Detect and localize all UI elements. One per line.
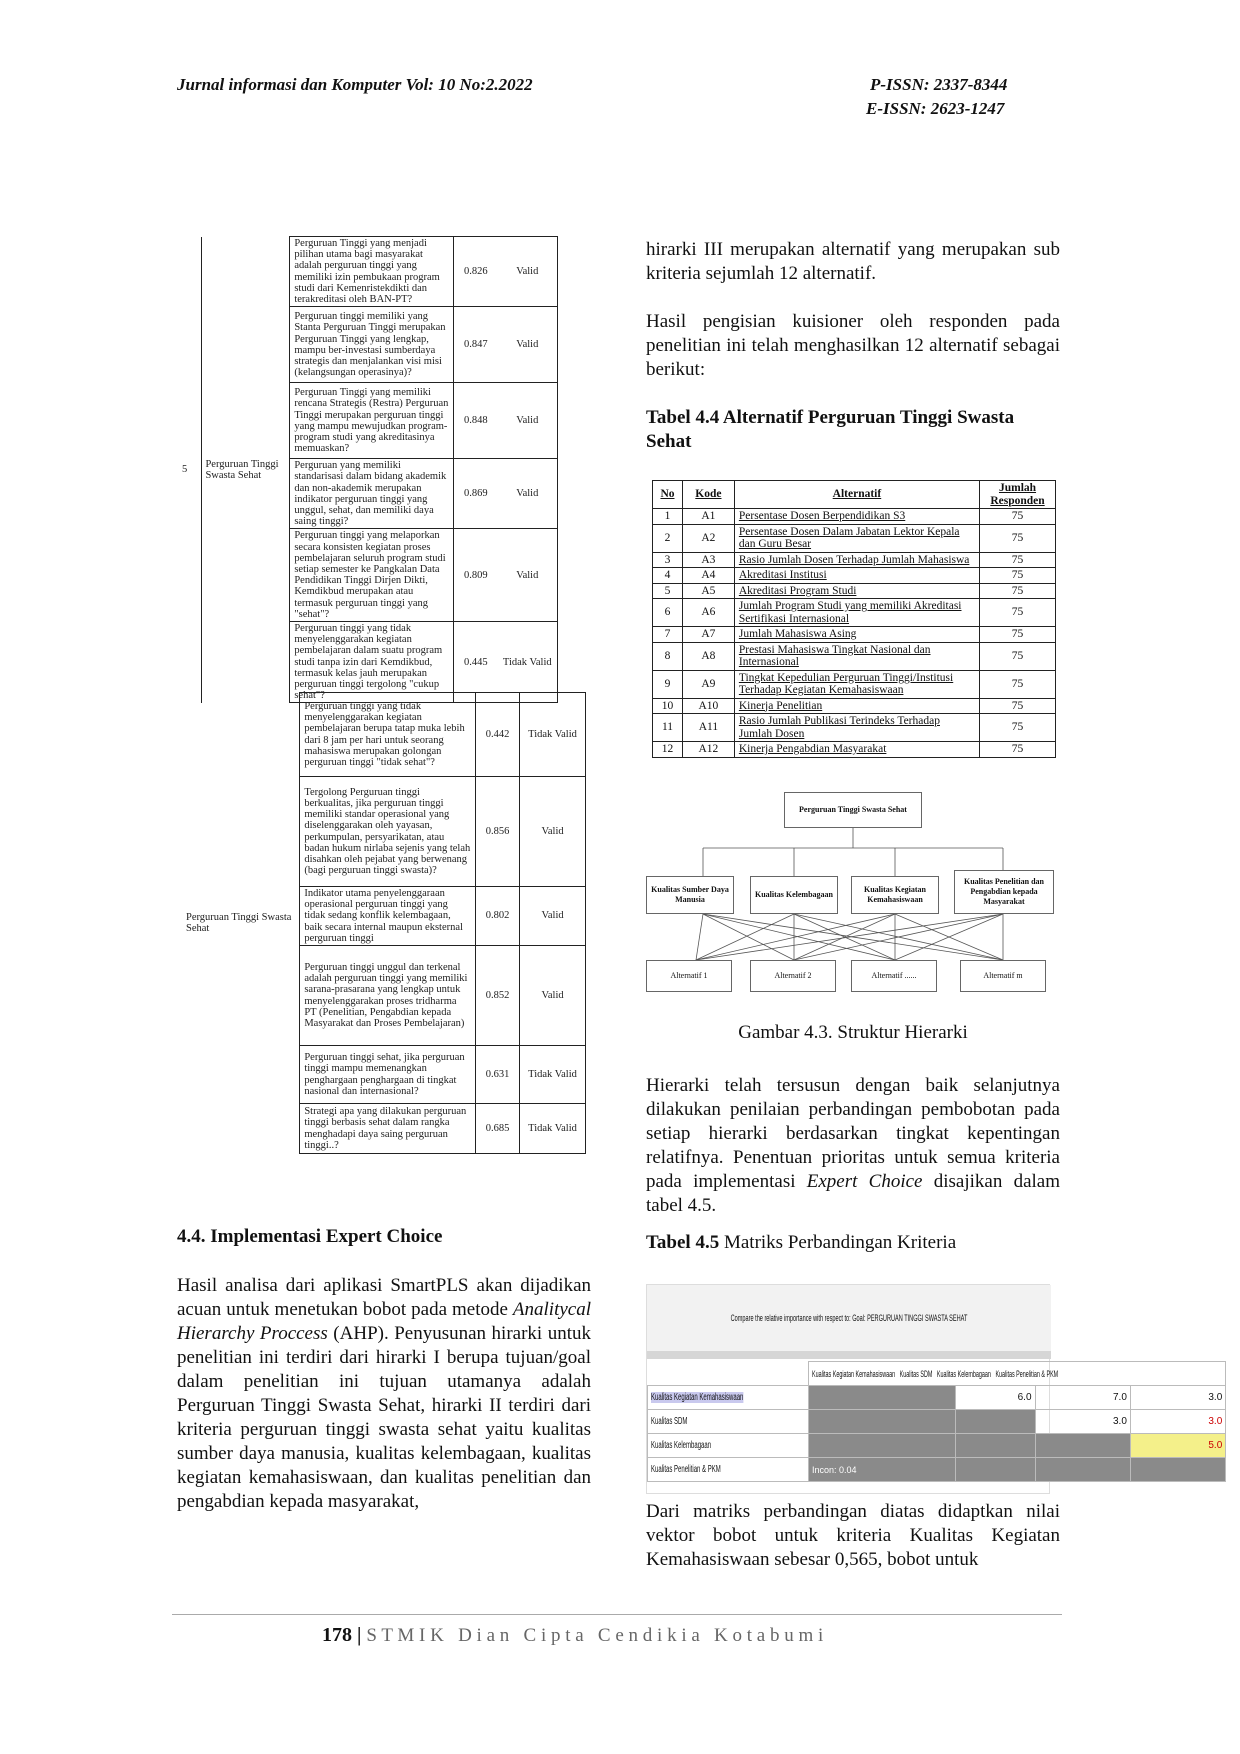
criteria-node-sdm: Kualitas Sumber Daya Manusia: [646, 876, 734, 914]
section-heading: 4.4. Implementasi Expert Choice: [177, 1226, 443, 1247]
loading-value: 0.847: [454, 307, 498, 383]
col-header-4: Kualitas Penelitian & PKM: [995, 1368, 1059, 1379]
loading-value: 0.631: [476, 1046, 520, 1104]
row-number: 5: [653, 583, 683, 599]
criteria-node-penelitian: Kualitas Penelitian dan Pengabdian kepada Masyarakat: [954, 870, 1054, 914]
table-row: [653, 642, 1056, 670]
validity-status: Valid: [498, 237, 558, 307]
table-row: [653, 583, 1056, 599]
row-number: 1: [653, 509, 683, 525]
respondent-count: 75: [980, 642, 1056, 670]
validity-status: Tidak Valid: [520, 693, 586, 777]
alt-name: Akreditasi Program Studi: [734, 583, 979, 599]
alt-name: Rasio Jumlah Publikasi Terindeks Terhadap Jumlah Dosen: [734, 714, 979, 742]
table-row: [180, 693, 586, 777]
validity-status: Valid: [498, 383, 558, 459]
column-header: No: [653, 481, 683, 509]
row-number: 7: [653, 627, 683, 643]
alt-name: Kinerja Penelitian: [734, 698, 979, 714]
question-cell: Perguruan tinggi yang melaporkan secara konsisten kegiatan proses pembelajaran seluruh program studi setiap semester ke Pangkalan Data Pendidikan Tinggi Dirjen Dikti, Kemdikbud merupakan atau termasuk perguruan tinggi yang "sehat"?: [290, 529, 454, 622]
table-row: [653, 524, 1056, 552]
alternatives-table: [652, 480, 1056, 758]
respondent-count: 75: [980, 670, 1056, 698]
loading-value: 0.856: [476, 777, 520, 887]
respondent-count: 75: [980, 583, 1056, 599]
table-row: [653, 599, 1056, 627]
question-cell: Perguruan tinggi unggul dan terkenal adalah perguruan tinggi yang memiliki sarana-prasarana yang lengkap untuk menyelenggarakan proses tridharma PT (Penelitian, Pengabdian kepada Masyarakat dan Proses Pembelajaran): [300, 946, 476, 1046]
footer-rule: [172, 1614, 1062, 1615]
validity-status: Valid: [520, 946, 586, 1046]
inconsistency: Incon: 0.04: [808, 1458, 955, 1482]
question-cell: Perguruan tinggi sehat, jika perguruan tinggi mampu memenangkan penghargaan penghargaan di tingkat nasional dan internasional?: [300, 1046, 476, 1104]
question-cell: Perguruan Tinggi yang memiliki rencana Strategis (Restra) Perguruan Tinggi merupakan perguruan tinggi yang mampu mewujudkan program-program studi yang akreditasinya memuaskan?: [290, 383, 454, 459]
footer: 178 | S T M I K D i a n C i p t a C e n d i k i a K o t a b u m i: [322, 1624, 824, 1646]
validity-status: Valid: [498, 307, 558, 383]
alt-name: Persentase Dosen Dalam Jabatan Lektor Kepala dan Guru Besar: [734, 524, 979, 552]
matrix-cell-1-3: 6.0: [956, 1386, 1035, 1410]
respondent-count: 75: [980, 698, 1056, 714]
alt-code: A3: [682, 552, 734, 568]
table45-caption: Tabel 4.5 Matriks Perbandingan Kriteria: [646, 1232, 957, 1253]
column-header: Jumlah Responden: [980, 481, 1056, 509]
col-header-1: Kualitas Kegiatan Kemahasiswaan: [811, 1368, 896, 1379]
loading-value: 0.685: [476, 1104, 520, 1154]
criteria-cell: Perguruan Tinggi Swasta Sehat: [180, 693, 300, 1154]
alt-code: A9: [682, 670, 734, 698]
right-paragraph-3: Hierarki telah tersusun dengan baik selanjutnya dilakukan penilaian perbandingan pembobotan pada setiap hierarki berdasarkan tingkat kepentingan relatifnya. Penentuan prioritas untuk semua kriteria pada implementasi Expert Choice disajikan dalam tabel 4.5.: [646, 1075, 1060, 1216]
alternative-node-3: Alternatif ......: [851, 960, 937, 992]
validity-status: Valid: [520, 887, 586, 946]
row-header-3: Kualitas Kelembagaan: [651, 1440, 712, 1451]
alternative-node-m: Alternatif m: [960, 960, 1046, 992]
column-header: Kode: [682, 481, 734, 509]
alt-name: Jumlah Mahasiswa Asing: [734, 627, 979, 643]
table-row: [180, 237, 558, 307]
validity-status: Valid: [498, 529, 558, 622]
validity-status: Valid: [498, 459, 558, 529]
question-cell: Indikator utama penyelenggaraan operasional perguruan tinggi yang tidak sedang konflik kelembagaan, baik secara internal maupun eksternal perguruan tinggi: [300, 887, 476, 946]
validity-status: Tidak Valid: [520, 1046, 586, 1104]
loading-value: 0.848: [454, 383, 498, 459]
alt-name: Prestasi Mahasiswa Tingkat Nasional dan Internasional: [734, 642, 979, 670]
alt-code: A1: [682, 509, 734, 525]
table-row: [653, 552, 1056, 568]
row-number: 3: [653, 552, 683, 568]
alt-code: A12: [682, 742, 734, 758]
alt-code: A6: [682, 599, 734, 627]
question-cell: Perguruan tinggi yang tidak menyelenggarakan kegiatan pembelajaran dalam suatu program studi tanpa izin dari Kemdikbud, termasuk kelas jauh merupakan perguruan tinggi tergolong "cukup sehat"?: [290, 622, 454, 703]
alt-code: A5: [682, 583, 734, 599]
p-issn: P-ISSN: 2337-8344: [870, 75, 1008, 94]
right-paragraph-2: Hasil pengisian kuisioner oleh responden pada penelitian ini telah menghasilkan 12 alternatif sebagai berikut:: [646, 311, 1060, 380]
question-cell: Strategi apa yang dilakukan perguruan tinggi berbasis sehat dalam rangka menghadapi daya saing perguruan tinggi..?: [300, 1104, 476, 1154]
row-number: 2: [653, 524, 683, 552]
alt-code: A10: [682, 698, 734, 714]
table-row: [653, 698, 1056, 714]
matrix-cell-2-5: 3.0: [1130, 1410, 1225, 1434]
alternative-node-2: Alternatif 2: [750, 960, 836, 992]
table-row: [653, 627, 1056, 643]
validity-status: Tidak Valid: [498, 622, 558, 703]
row-header-1: Kualitas Kegiatan Kemahasiswaan: [651, 1392, 744, 1403]
journal-title: Jurnal informasi dan Komputer Vol: 10 No:2.2022: [177, 75, 533, 94]
figure-caption: Gambar 4.3. Struktur Hierarki: [738, 1022, 968, 1043]
row-header-2: Kualitas SDM: [651, 1416, 688, 1427]
respondent-count: 75: [980, 714, 1056, 742]
respondent-count: 75: [980, 742, 1056, 758]
loading-value: 0.445: [454, 622, 498, 703]
validity-table-bottom: [180, 692, 586, 1154]
alt-name: Jumlah Program Studi yang memiliki Akreditasi Sertifikasi Internasional: [734, 599, 979, 627]
alt-code: A2: [682, 524, 734, 552]
question-cell: Perguruan yang memiliki standarisasi dalam bidang akademik dan non-akademik merupakan indikator perguruan tinggi yang unggul, sehat, dan memiliki daya saing tinggi?: [290, 459, 454, 529]
criteria-cell: Perguruan Tinggi Swasta Sehat: [202, 237, 290, 703]
respondent-count: 75: [980, 627, 1056, 643]
respondent-count: 75: [980, 524, 1056, 552]
table-row: [653, 714, 1056, 742]
alt-name: Tingkat Kepedulian Perguruan Tinggi/Institusi Terhadap Kegiatan Kemahasiswaan: [734, 670, 979, 698]
criteria-node-kemahasiswaan: Kualitas Kegiatan Kemahasiswaan: [851, 876, 939, 914]
hierarchy-diagram: [646, 790, 1060, 996]
table44-caption: Tabel 4.4 Alternatif Perguruan Tinggi Swasta Sehat: [646, 407, 1015, 452]
table-row: [653, 670, 1056, 698]
matrix-cell-1-5: 3.0: [1130, 1386, 1225, 1410]
row-number: 8: [653, 642, 683, 670]
question-cell: Perguruan tinggi memiliki yang Stanta Perguruan Tinggi merupakan Perguruan Tinggi yang lengkap, mampu ber-investasi sumberdaya strategis dan menjalankan visi misi (kelangsungan operasinya)?: [290, 307, 454, 383]
table-row: [653, 568, 1056, 584]
row-number: 11: [653, 714, 683, 742]
validity-status: Valid: [520, 777, 586, 887]
question-cell: Tergolong Perguruan tinggi berkualitas, jika perguruan tinggi memiliki standar operasional yang diselenggarakan oleh yayasan, perkumpulan, persyarikatan, atau badan hukum nirlaba sejenis yang telah disahkan oleh pejabat yang berwenang (bagi perguruan tinggi swasta)?: [300, 777, 476, 887]
loading-value: 0.852: [476, 946, 520, 1046]
matrix-title: Compare the relative importance with respect to: Goal: PERGURUAN TINGGI SWASTA SEHAT: [730, 1313, 968, 1323]
page-number: 178: [322, 1624, 352, 1646]
loading-value: 0.809: [454, 529, 498, 622]
matrix-cell-2-4: 3.0: [1035, 1410, 1130, 1434]
loading-value: 0.442: [476, 693, 520, 777]
alt-code: A7: [682, 627, 734, 643]
table-row: [653, 509, 1056, 525]
alt-name: Persentase Dosen Berpendidikan S3: [734, 509, 979, 525]
left-paragraph: Hasil analisa dari aplikasi SmartPLS akan dijadikan acuan untuk menetukan bobot pada metode Analitycal Hierarchy Proccess (AHP). Penyusunan hirarki untuk penelitian ini terdiri dari hirarki I berupa tujuan/goal dalam penelitian ini tujuan utamanya adalah Perguruan Tinggi Swasta Sehat, hirarki II terdiri dari kriteria perguruan tinggi swasta sehat yaitu kualitas sumber daya manusia, kualitas kelembagaan, kualitas kegiatan kemahasiswaan, dan kualitas penelitian dan pengabdian kepada masyarakat,: [177, 1275, 591, 1512]
alt-code: A11: [682, 714, 734, 742]
validity-table-top: [180, 236, 558, 703]
goal-node: Perguruan Tinggi Swasta Sehat: [784, 792, 922, 828]
row-header-4: Kualitas Penelitian & PKM: [651, 1464, 721, 1475]
row-number: 4: [653, 568, 683, 584]
right-paragraph-4: Dari matriks perbandingan diatas didaptkan nilai vektor bobot untuk kriteria Kualitas Kegiatan Kemahasiswaan sebesar 0,565, bobot untuk: [646, 1501, 1060, 1570]
col-header-3: Kualitas Kelembagaan: [936, 1368, 991, 1379]
criteria-node-kelembagaan: Kualitas Kelembagaan: [750, 876, 838, 914]
alt-name: Kinerja Pengabdian Masyarakat: [734, 742, 979, 758]
column-header: Alternatif: [734, 481, 979, 509]
footer-org: S T M I K D i a n C i p t a C e n d i k i a K o t a b u m i: [366, 1625, 824, 1646]
matrix-cell-1-4: 7.0: [1035, 1386, 1130, 1410]
e-issn: E-ISSN: 2623-1247: [866, 99, 1005, 118]
loading-value: 0.802: [476, 887, 520, 946]
respondent-count: 75: [980, 509, 1056, 525]
alt-code: A4: [682, 568, 734, 584]
matrix-cell-3-5: 5.0: [1130, 1434, 1225, 1458]
validity-status: Tidak Valid: [520, 1104, 586, 1154]
respondent-count: 75: [980, 599, 1056, 627]
row-number: 10: [653, 698, 683, 714]
comparison-matrix: [646, 1284, 1223, 1494]
alt-name: Akreditasi Institusi: [734, 568, 979, 584]
loading-value: 0.869: [454, 459, 498, 529]
row-number: 12: [653, 742, 683, 758]
question-cell: Perguruan Tinggi yang menjadi pilihan utama bagi masyarakat adalah perguruan tinggi yang memiliki izin pembukaan program studi dari Kemenristekdikti dan terakreditasi oleh BAN-PT?: [290, 237, 454, 307]
loading-value: 0.826: [454, 237, 498, 307]
question-cell: Perguruan tinggi yang tidak menyelenggarakan kegiatan pembelajaran berupa tatap muka lebih dari 8 jam per hari untuk seorang mahasiswa merupakan golongan perguruan tinggi "tidak sehat"?: [300, 693, 476, 777]
respondent-count: 75: [980, 568, 1056, 584]
table-row: [653, 742, 1056, 758]
alt-code: A8: [682, 642, 734, 670]
respondent-count: 75: [980, 552, 1056, 568]
row-number: 6: [653, 599, 683, 627]
alt-name: Rasio Jumlah Dosen Terhadap Jumlah Mahasiswa: [734, 552, 979, 568]
row-number: 9: [653, 670, 683, 698]
row-number: 5: [182, 464, 188, 476]
col-header-2: Kualitas SDM: [899, 1368, 933, 1379]
alternative-node-1: Alternatif 1: [646, 960, 732, 992]
right-paragraph-1: hirarki III merupakan alternatif yang merupakan sub kriteria sejumlah 12 alternatif.: [646, 239, 1060, 284]
